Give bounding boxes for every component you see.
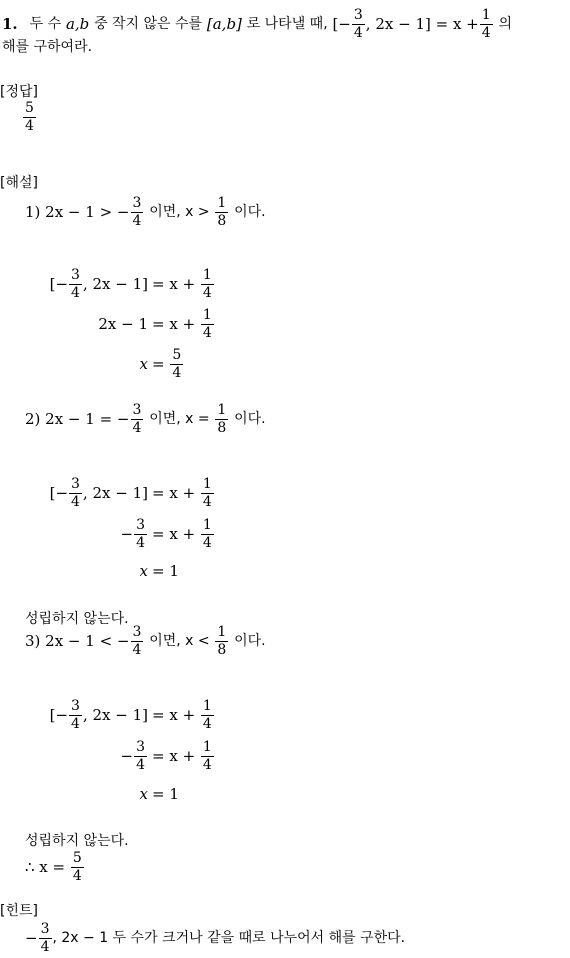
hint-text: − $\frac{3}{4}$ , 2x − 1 두 수가 크거나 같을 때로 나누어서 해를 구한다.	[25, 920, 406, 955]
problem-line-1	[2, 6, 512, 42]
problem-bracket: [a,b]	[206, 15, 242, 33]
case1-eq2: 2x − 1 = x + $\frac{1}{4}$	[98, 306, 212, 341]
case1-eq1: [− $\frac{3}{4}$ , 2x − 1] = x + $\frac{1}{4}$	[49, 266, 212, 301]
fraction: $\frac{1}{4}$	[481, 6, 491, 41]
answer-value: $\frac{5}{4}$	[25, 100, 34, 134]
case2-condition: 2) 2x − 1 = − $\frac{3}{4}$ 이면, x = $\frac{1}{8}$ 이다.	[25, 401, 266, 436]
case2-eq3: x = 1	[139, 562, 179, 580]
case2-note: 성립하지 않는다.	[25, 611, 129, 627]
answer-header: [정답]	[0, 84, 38, 100]
solution-header: [해설]	[0, 175, 38, 191]
case2-eq2: − $\frac{3}{4}$ = x + $\frac{1}{4}$	[120, 516, 212, 551]
problem-text: 두 수	[29, 16, 62, 32]
problem-var: a,b	[65, 15, 90, 33]
problem-text: 의	[498, 16, 512, 32]
conclusion: ∴ x = $\frac{5}{4}$	[25, 849, 82, 884]
problem-number: 1.	[2, 15, 18, 33]
problem-text: 중 작지 않은 수를	[94, 16, 203, 32]
case3-eq2: − $\frac{3}{4}$ = x + $\frac{1}{4}$	[120, 738, 212, 773]
expr-part: [−	[332, 15, 351, 33]
case3-note: 성립하지 않는다.	[25, 833, 129, 849]
problem-text: 로 나타낼 때,	[246, 16, 328, 32]
case1-condition: 1) 2x − 1 > − $\frac{3}{4}$ 이면, x > $\frac{1}{8}$ 이다.	[25, 194, 266, 229]
case2-eq1: [− $\frac{3}{4}$ , 2x − 1] = x + $\frac{1}{4}$	[49, 475, 212, 510]
hint-header: [힌트]	[0, 903, 38, 919]
case3-condition: 3) 2x − 1 < − $\frac{3}{4}$ 이면, x < $\frac{1}{8}$ 이다.	[25, 623, 266, 658]
case3-eq3: x = 1	[139, 785, 179, 803]
expr-part: , 2x − 1] = x +	[365, 15, 479, 33]
case1-eq3: x = $\frac{5}{4}$	[139, 346, 182, 381]
case3-eq1: [− $\frac{3}{4}$ , 2x − 1] = x + $\frac{1}{4}$	[49, 697, 212, 732]
fraction: $\frac{3}{4}$	[353, 6, 363, 41]
problem-line-2: 해를 구하여라.	[2, 39, 93, 55]
